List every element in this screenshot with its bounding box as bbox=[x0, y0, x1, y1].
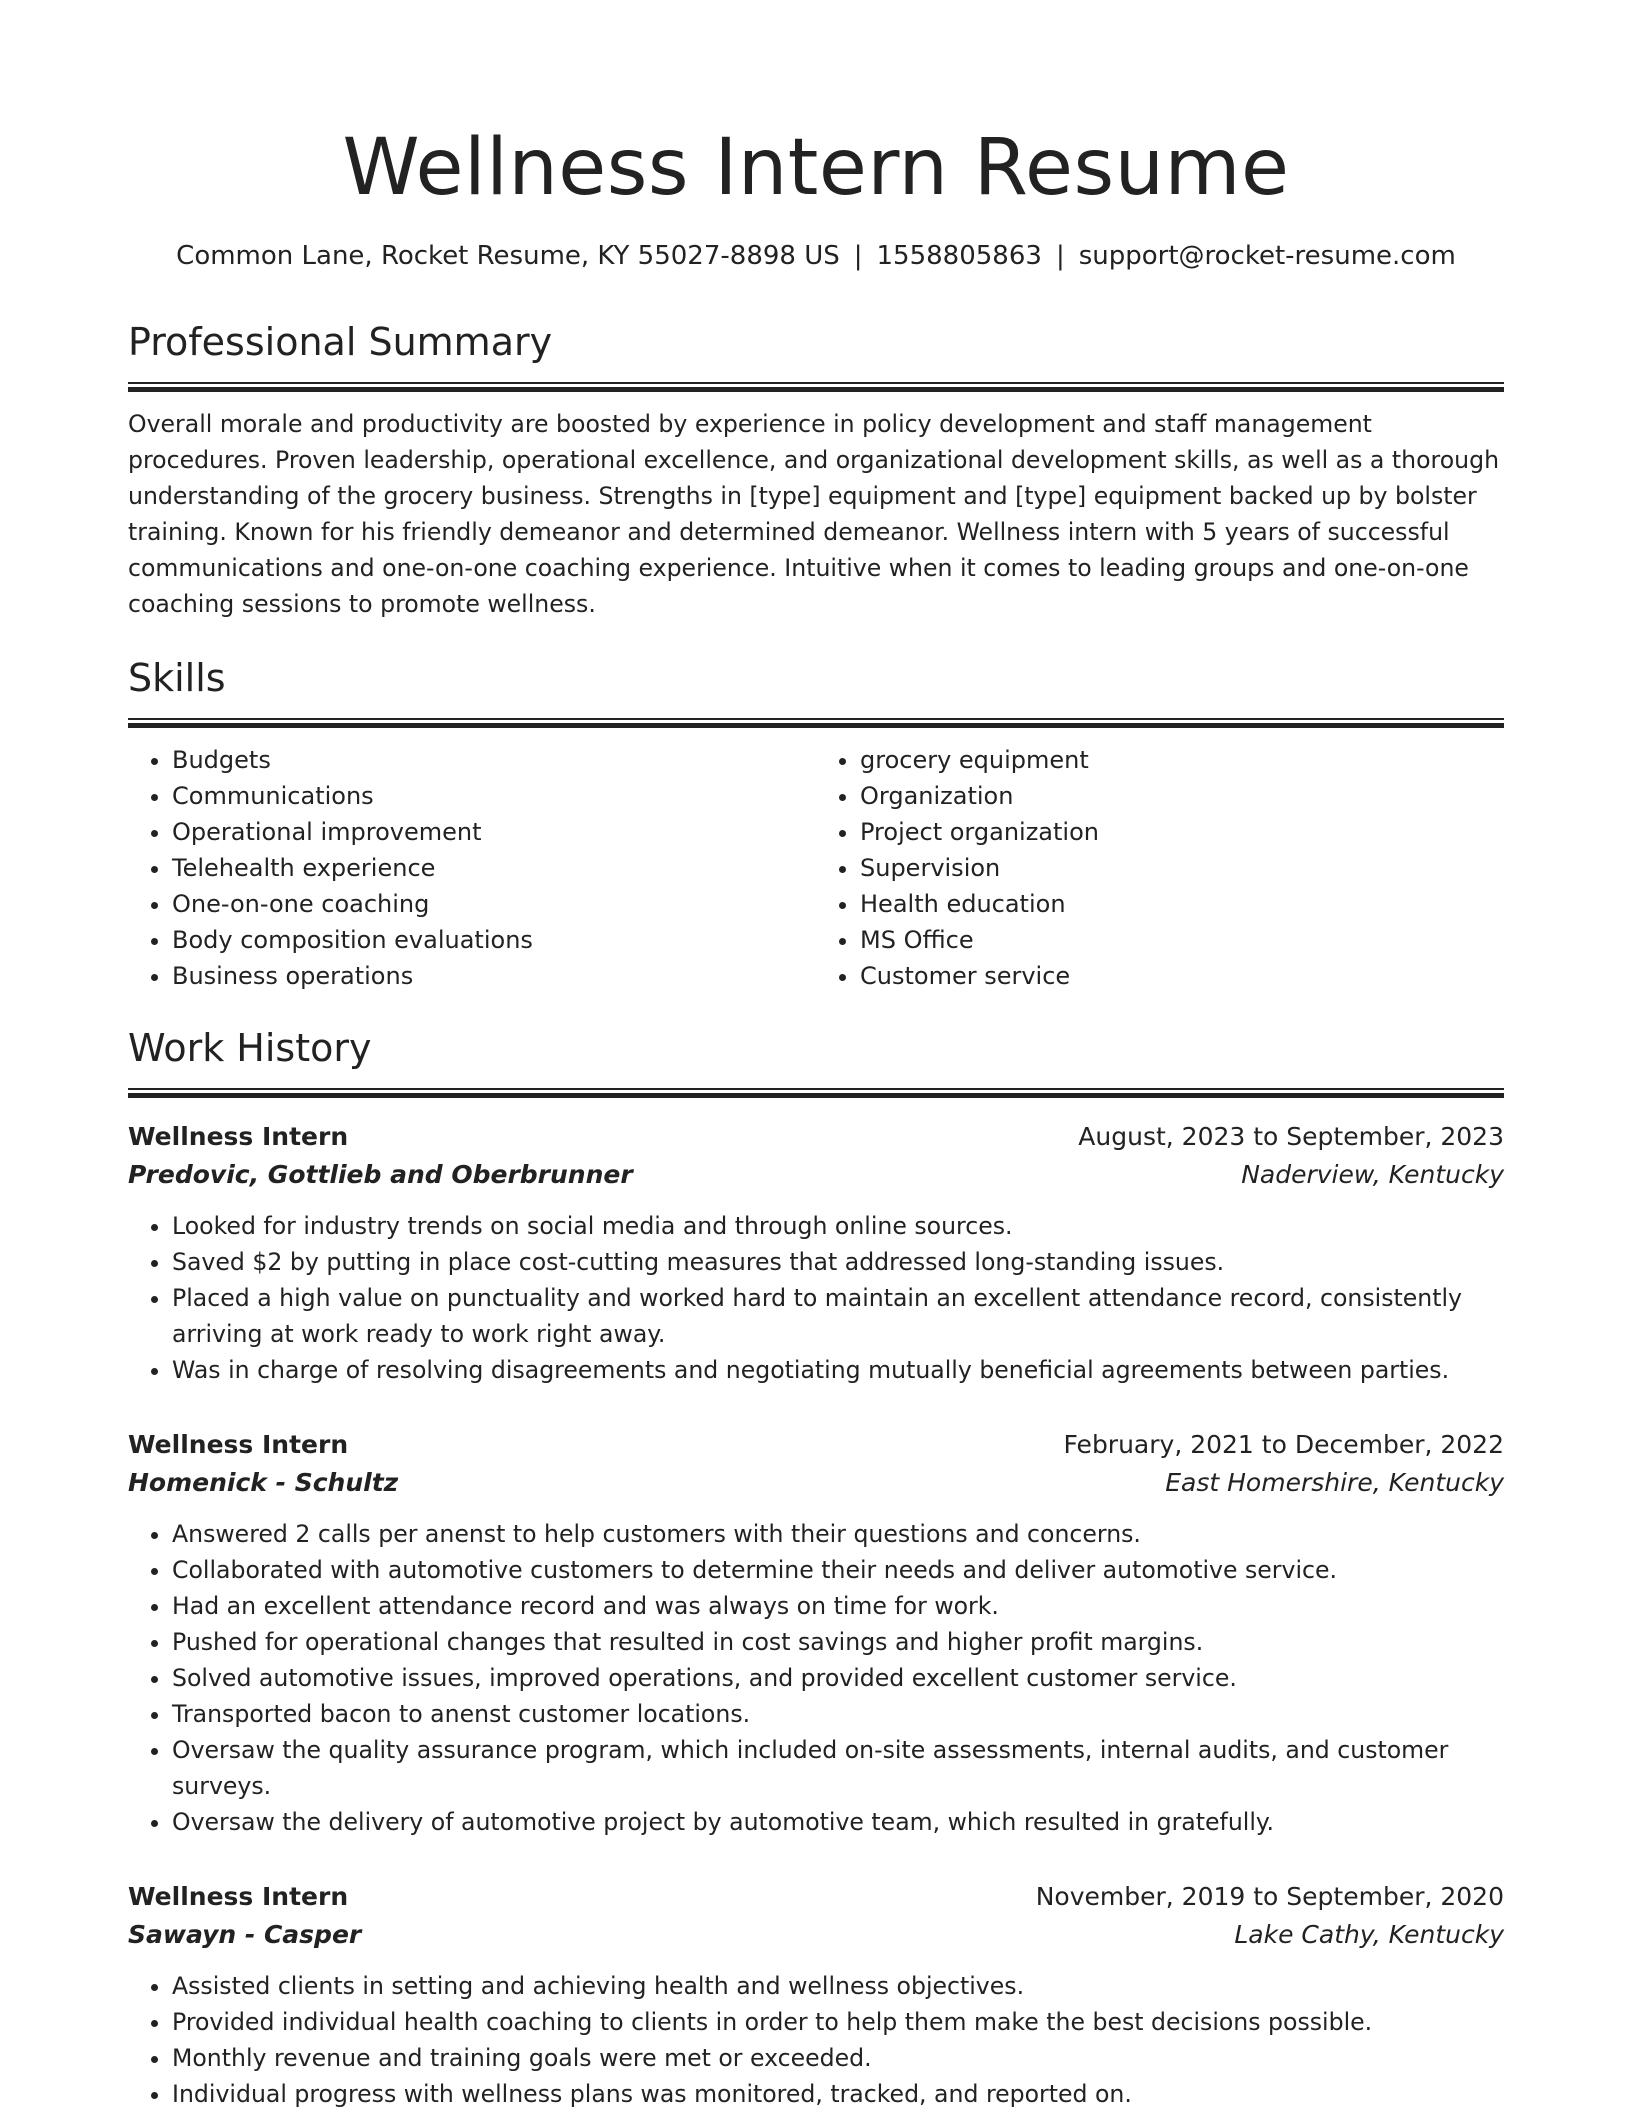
job-title: Wellness Intern bbox=[128, 1882, 349, 1911]
contact-separator: | bbox=[1055, 241, 1065, 271]
job-company: Sawayn - Casper bbox=[128, 1920, 362, 1949]
contact-address: Common Lane, Rocket Resume, KY 55027-8898 US bbox=[176, 241, 840, 271]
skills-list-left bbox=[128, 742, 816, 994]
skills-heading: Skills bbox=[128, 656, 226, 700]
skill-item: • Communications bbox=[172, 778, 816, 814]
job-bullet: • Looked for industry trends on social media and through online sources. bbox=[172, 1208, 1504, 1244]
job-dates: February, 2021 to December, 2022 bbox=[1063, 1430, 1504, 1459]
skill-item: • Supervision bbox=[860, 850, 1504, 886]
job-bullet: • Provided individual health coaching to clients in order to help them make the best decisions possible. bbox=[172, 2004, 1504, 2040]
job-bullets bbox=[128, 1968, 1504, 2112]
job-bullet: • Was in charge of resolving disagreements and negotiating mutually beneficial agreements between parties. bbox=[172, 1352, 1504, 1388]
contact-email: support@rocket-resume.com bbox=[1078, 241, 1456, 271]
job-bullet: • Individual progress with wellness plans was monitored, tracked, and reported on. bbox=[172, 2076, 1504, 2112]
job-company: Homenick - Schultz bbox=[128, 1468, 399, 1497]
job-location: East Homershire, Kentucky bbox=[1165, 1468, 1504, 1497]
job-entry bbox=[128, 1878, 1504, 2112]
section-divider bbox=[128, 718, 1504, 728]
job-header-row bbox=[128, 1878, 1504, 1916]
skill-item: • MS Office bbox=[860, 922, 1504, 958]
job-bullet: • Oversaw the delivery of automotive project by automotive team, which resulted in gratefully. bbox=[172, 1804, 1504, 1840]
job-bullets bbox=[128, 1516, 1504, 1840]
job-company: Predovic, Gottlieb and Oberbrunner bbox=[128, 1160, 633, 1189]
summary-heading: Professional Summary bbox=[128, 320, 553, 364]
skill-item: • Business operations bbox=[172, 958, 816, 994]
job-bullet: • Assisted clients in setting and achieving health and wellness objectives. bbox=[172, 1968, 1504, 2004]
job-bullet: • Solved automotive issues, improved operations, and provided excellent customer service. bbox=[172, 1660, 1504, 1696]
summary-section bbox=[128, 316, 1504, 622]
job-title: Wellness Intern bbox=[128, 1122, 349, 1151]
job-bullet: • Monthly revenue and training goals were met or exceeded. bbox=[172, 2040, 1504, 2076]
skill-item: • Project organization bbox=[860, 814, 1504, 850]
job-entry bbox=[128, 1426, 1504, 1840]
job-employer-row bbox=[128, 1464, 1504, 1502]
contact-line bbox=[128, 236, 1504, 276]
skills-grid bbox=[128, 742, 1504, 994]
skill-item: • Health education bbox=[860, 886, 1504, 922]
work-history-section bbox=[128, 1022, 1504, 2112]
work-history-heading: Work History bbox=[128, 1026, 372, 1070]
skill-item: • One-on-one coaching bbox=[172, 886, 816, 922]
skill-item: • Operational improvement bbox=[172, 814, 816, 850]
contact-separator: | bbox=[853, 241, 863, 271]
job-header-row bbox=[128, 1118, 1504, 1156]
job-bullet: • Answered 2 calls per anenst to help customers with their questions and concerns. bbox=[172, 1516, 1504, 1552]
job-bullet: • Saved $2 by putting in place cost-cutting measures that addressed long-standing issues. bbox=[172, 1244, 1504, 1280]
job-bullet: • Had an excellent attendance record and was always on time for work. bbox=[172, 1588, 1504, 1624]
job-header-row bbox=[128, 1426, 1504, 1464]
job-bullet: • Placed a high value on punctuality and worked hard to maintain an excellent attendance record, consistently arriving at work ready to work right away. bbox=[172, 1280, 1504, 1352]
resume-title: Wellness Intern Resume bbox=[342, 123, 1290, 213]
skill-item: • Body composition evaluations bbox=[172, 922, 816, 958]
job-dates: August, 2023 to September, 2023 bbox=[1078, 1122, 1504, 1151]
section-divider bbox=[128, 1088, 1504, 1098]
contact-phone: 1558805863 bbox=[876, 241, 1042, 271]
job-location: Naderview, Kentucky bbox=[1241, 1160, 1504, 1189]
skill-item: • grocery equipment bbox=[860, 742, 1504, 778]
job-employer-row bbox=[128, 1916, 1504, 1954]
job-entry bbox=[128, 1118, 1504, 1388]
skill-item: • Organization bbox=[860, 778, 1504, 814]
summary-text: Overall morale and productivity are boosted by experience in policy development and staff management procedures. Proven leadership, operational excellence, and organizational development skills, as well as a thorough understanding of the grocery business. Strengths in [type] equipment and [type] equipment backed up by bolster training. Known for his friendly demeanor and determined demeanor. Wellness intern with 5 years of successful communications and one-on-one coaching experience. Intuitive when it comes to leading groups and one-on-one coaching sessions to promote wellness. bbox=[128, 410, 1500, 618]
skills-list-right bbox=[816, 742, 1504, 994]
job-location: Lake Cathy, Kentucky bbox=[1234, 1920, 1504, 1949]
job-bullets bbox=[128, 1208, 1504, 1388]
job-bullet: • Transported bacon to anenst customer locations. bbox=[172, 1696, 1504, 1732]
job-employer-row bbox=[128, 1156, 1504, 1194]
skill-item: • Budgets bbox=[172, 742, 816, 778]
job-bullet: • Collaborated with automotive customers to determine their needs and deliver automotive service. bbox=[172, 1552, 1504, 1588]
job-bullet: • Oversaw the quality assurance program, which included on-site assessments, internal audits, and customer surveys. bbox=[172, 1732, 1504, 1804]
skill-item: • Telehealth experience bbox=[172, 850, 816, 886]
skills-section bbox=[128, 652, 1504, 994]
job-title: Wellness Intern bbox=[128, 1430, 349, 1459]
skill-item: • Customer service bbox=[860, 958, 1504, 994]
job-dates: November, 2019 to September, 2020 bbox=[1035, 1882, 1504, 1911]
job-bullet: • Pushed for operational changes that resulted in cost savings and higher profit margins. bbox=[172, 1624, 1504, 1660]
section-divider bbox=[128, 382, 1504, 392]
